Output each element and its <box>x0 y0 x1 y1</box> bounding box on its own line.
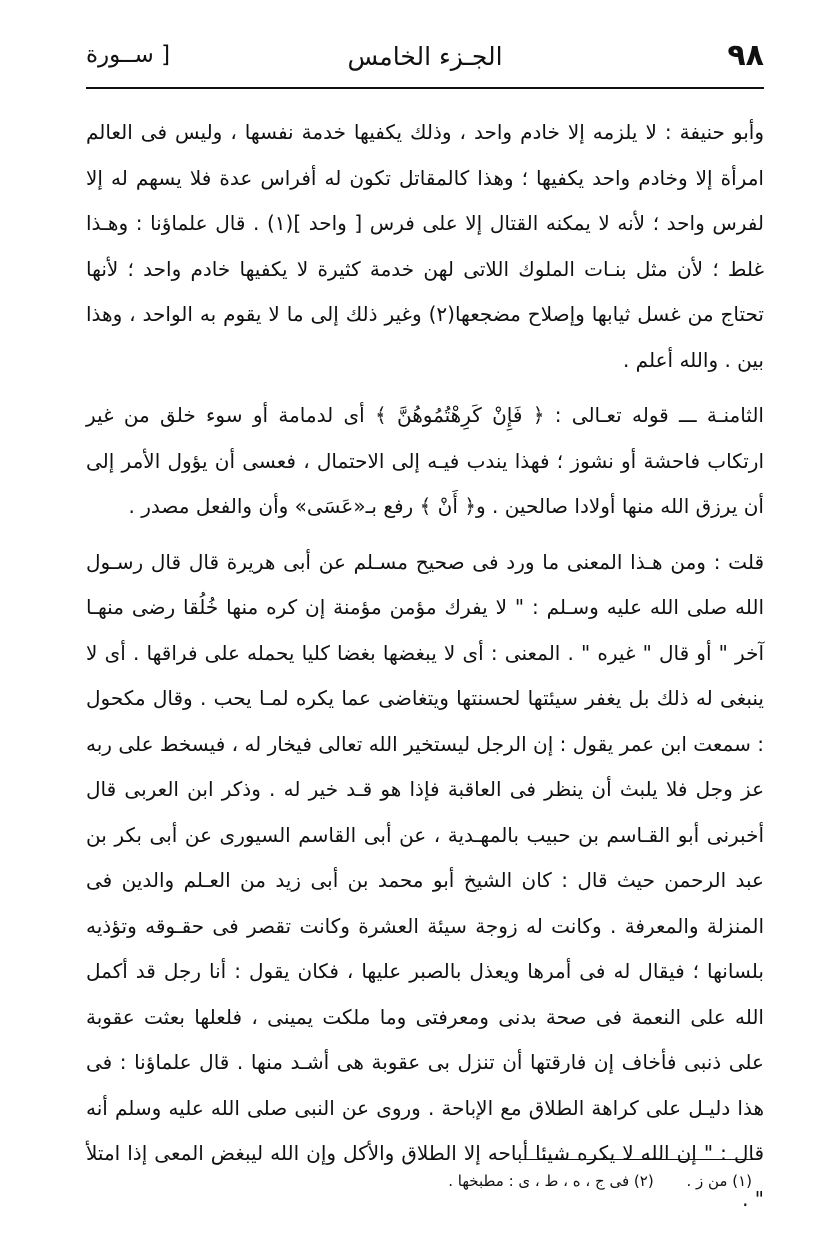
section-mark: [ ســورة <box>86 42 171 68</box>
main-text <box>86 110 764 1222</box>
paragraph-3: قلت : ومن هـذا المعنى ما ورد فى صحيح مسـلم عن أبى هريرة قال قال رسـول الله صلى الله عليه وسـلم : " لا يفرك مؤمن مؤمنة إن كره منها خُلُقا رضى منهـا آخر " أو قال " غيره " . المعنى : أى لا يبغضها بغضا كليا يحمله على فراقها . أى لا ينبغى له ذلك بل يغفر سيئتها لحسنتها ويتغاضى عما يكره لمـا يحب . وقال مكحول : سمعت ابن عمر يقول : إن الرجل ليستخير الله تعالى فيخار له ، فيسخط على ربه عز وجل فلا يلبث أن ينظر فى العاقبة فإذا هو قـد خير له . وذكر ابن العربى قال أخبرنى أبو القـاسم بن حبيب بالمهـدية ، عن أبى القاسم السيورى عن أبى بكر بن عبد الرحمن حيث قال : كان الشيخ أبو محمد بن أبى زيد من العـلم والدين فى المنزلة والمعرفة . وكانت له زوجة سيئة العشرة وكانت تقصر فى حقـوقه وتؤذيه بلسانها ؛ فيقال له فى أمرها ويعذل بالصبر عليها ، فكان يقول : أنا رجل قد أكمل الله على النعمة فى صحة بدنى ومعرفتى وما ملكت يمينى ، فلعلها بعثت عقوبة على ذنبى فأخاف إن فارقتها أن تنزل بى عقوبة هى أشـد منها . قال علماؤنا : فى هذا دليـل على كراهة الطلاق مع الإباحة . وروى عن النبى صلى الله عليه وسلم أنه قال : " إن الله لا يكره شيئا أباحه إلا الطلاق والأكل وإن الله ليبغض المعى إذا امتلأ " . <box>86 549 764 1211</box>
footnote-rule <box>520 1159 758 1160</box>
footnote-2: (٢) فى ج ، ه ، ط ، ى : مطبخها . <box>448 1172 654 1190</box>
footnote-1: (١) من ز . <box>686 1172 752 1190</box>
header-rule <box>86 87 764 89</box>
paragraph-1: وأبو حنيفة : لا يلزمه إلا خادم واحد ، وذلك يكفيها خدمة نفسها ، وليس فى العالم امرأة إلا وخادم واحد يكفيها ؛ وهذا كالمقاتل تكون له أفراس عدة فلا يسهم له إلا لفرس واحد ؛ لأنه لا يمكنه القتال إلا على فرس [ واحد ](١) . قال علماؤنا : وهـذا غلط ؛ لأن مثل بنـات الملوك اللاتى لهن خدمة كثيرة لا يكفيها خادم واحد ؛ لأنها تحتاج من غسل ثيابها وإصلاح مضجعها(٢) وغير ذلك إلى ما لا يقوم به الواحد ، وهذا بين . والله أعلم . <box>86 120 764 372</box>
paragraph-2: الثامنـة ـــ قوله تعـالى : ﴿ فَإِنْ كَرِهْتُمُوهُنَّ ﴾ أى لدمامة أو سوء خلق من غير ارتكاب فاحشة أو نشوز ؛ فهذا يندب فيـه إلى الاحتمال ، فعسى أن يؤول الأمر إلى أن يرزق الله منها أولادا صالحين . و﴿ أَنْ ﴾ رفع بـ«عَسَى» وأن والفعل مصدر . <box>86 403 764 518</box>
footnotes <box>300 1172 752 1190</box>
page-header <box>86 30 764 82</box>
page-number: ٩٨ <box>727 38 764 73</box>
running-title: الجـزء الخامس <box>347 42 503 71</box>
